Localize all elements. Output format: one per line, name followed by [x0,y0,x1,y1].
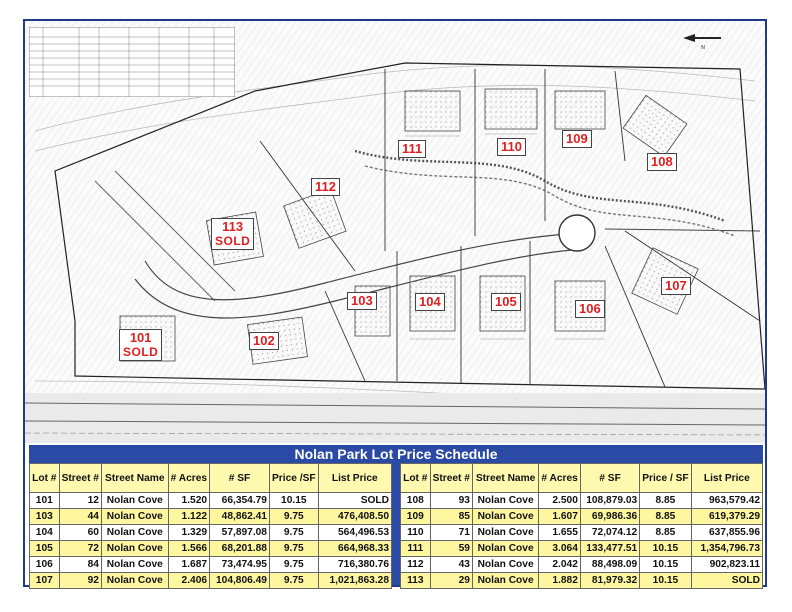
lot-label-112: 112 [311,178,340,196]
cell-lot: 103 [30,509,60,525]
lot-label-107: 107 [661,277,691,295]
header-acres: # Acres [539,464,581,493]
header-price-sf: Price /SF [269,464,318,493]
cell-lot: 106 [30,557,60,573]
header-street-name: Street Name [101,464,168,493]
cell-sf: 73,474.95 [210,557,270,573]
cell-sf: 133,477.51 [580,541,639,557]
schedule-table-right [400,463,763,589]
cell-lot: 105 [30,541,60,557]
lot-label-104: 104 [415,293,445,311]
cell-price-sf: 10.15 [640,573,691,589]
cell-sf: 81,979.32 [580,573,639,589]
header-acres: # Acres [168,464,209,493]
cell-lot: 110 [401,525,431,541]
cell-street-name: Nolan Cove [101,557,168,573]
cell-list-price: 637,855.96 [691,525,762,541]
cell-street-name: Nolan Cove [101,541,168,557]
cell-list-price: 963,579.42 [691,493,762,509]
cell-acres: 2.406 [168,573,209,589]
cell-list-price: SOLD [318,493,391,509]
cell-price-sf: 10.15 [640,557,691,573]
cell-acres: 1.882 [539,573,581,589]
cell-street-name: Nolan Cove [472,573,538,589]
cell-lot: 111 [401,541,431,557]
schedule-title: Nolan Park Lot Price Schedule [29,445,763,463]
cell-price-sf: 9.75 [269,557,318,573]
cell-list-price: 1,354,796.73 [691,541,762,557]
schedule-table-left [29,463,392,589]
cell-acres: 1.329 [168,525,209,541]
lot-label-105: 105 [491,293,521,311]
cell-list-price: 564,496.53 [318,525,391,541]
cell-street-number: 85 [430,509,472,525]
cell-street-number: 43 [430,557,472,573]
site-plan [25,21,765,443]
cell-lot: 112 [401,557,431,573]
cell-sf: 66,354.79 [210,493,270,509]
cell-street-number: 29 [430,573,472,589]
table-row [30,493,392,509]
cell-list-price: 1,021,863.28 [318,573,391,589]
cell-street-number: 92 [59,573,101,589]
cell-list-price: 716,380.76 [318,557,391,573]
lot-price-schedule [29,445,763,585]
lot-label-113: 113 SOLD [211,218,254,250]
cell-sf: 48,862.41 [210,509,270,525]
cell-street-name: Nolan Cove [101,525,168,541]
cell-sf: 69,986.36 [580,509,639,525]
cell-street-name: Nolan Cove [101,493,168,509]
table-row [30,525,392,541]
cell-price-sf: 9.75 [269,525,318,541]
table-row [401,525,763,541]
table-row [30,541,392,557]
table-row [401,493,763,509]
cell-lot: 104 [30,525,60,541]
table-divider [392,463,400,585]
cell-acres: 1.566 [168,541,209,557]
header-street-number: Street # [430,464,472,493]
cell-street-number: 71 [430,525,472,541]
table-row [401,509,763,525]
cell-acres: 3.064 [539,541,581,557]
cell-price-sf: 8.85 [640,509,691,525]
cell-street-number: 44 [59,509,101,525]
cell-lot: 108 [401,493,431,509]
cell-acres: 1.655 [539,525,581,541]
table-row [401,573,763,589]
cell-street-name: Nolan Cove [472,541,538,557]
cell-acres: 1.687 [168,557,209,573]
cell-street-name: Nolan Cove [472,525,538,541]
cell-street-number: 93 [430,493,472,509]
cell-list-price: 902,823.11 [691,557,762,573]
lot-label-102: 102 [249,332,279,350]
cell-list-price: 664,968.33 [318,541,391,557]
header-list-price: List Price [691,464,762,493]
cell-lot: 109 [401,509,431,525]
cell-street-number: 12 [59,493,101,509]
cell-street-name: Nolan Cove [101,573,168,589]
cell-sf: 104,806.49 [210,573,270,589]
cell-acres: 1.607 [539,509,581,525]
cell-price-sf: 9.75 [269,573,318,589]
schedule-tables [29,463,763,585]
table-header-row [30,464,392,493]
header-price-sf: Price / SF [640,464,691,493]
lot-label-111: 111 [398,140,426,158]
header-street-name: Street Name [472,464,538,493]
table-row [30,557,392,573]
cell-list-price: 476,408.50 [318,509,391,525]
cell-street-number: 84 [59,557,101,573]
lot-label-108: 108 [647,153,677,171]
cell-sf: 72,074.12 [580,525,639,541]
cell-price-sf: 9.75 [269,541,318,557]
cell-street-number: 59 [430,541,472,557]
table-row [401,541,763,557]
cell-street-name: Nolan Cove [472,509,538,525]
cell-sf: 88,498.09 [580,557,639,573]
cell-list-price: SOLD [691,573,762,589]
cell-street-number: 60 [59,525,101,541]
cell-acres: 1.520 [168,493,209,509]
cell-list-price: 619,379.29 [691,509,762,525]
cell-acres: 2.500 [539,493,581,509]
cell-lot: 107 [30,573,60,589]
north-arrow-icon [681,31,725,45]
table-row [401,557,763,573]
cell-price-sf: 10.15 [269,493,318,509]
cell-street-name: Nolan Cove [101,509,168,525]
lot-label-110: 110 [497,138,526,156]
north-arrow: N [681,31,725,51]
header-street-number: Street # [59,464,101,493]
cell-acres: 2.042 [539,557,581,573]
cell-street-name: Nolan Cove [472,493,538,509]
table-row [30,573,392,589]
cell-price-sf: 9.75 [269,509,318,525]
lot-label-109: 109 [562,130,592,148]
cell-price-sf: 8.85 [640,493,691,509]
cell-street-number: 72 [59,541,101,557]
cell-sf: 57,897.08 [210,525,270,541]
header-lot: Lot # [30,464,60,493]
cell-lot: 101 [30,493,60,509]
cell-sf: 108,879.03 [580,493,639,509]
cell-lot: 113 [401,573,431,589]
lot-label-103: 103 [347,292,377,310]
page-frame [23,19,767,587]
header-sf: # SF [210,464,270,493]
cell-price-sf: 8.85 [640,525,691,541]
table-header-row [401,464,763,493]
cell-price-sf: 10.15 [640,541,691,557]
header-sf: # SF [580,464,639,493]
header-lot: Lot # [401,464,431,493]
cell-acres: 1.122 [168,509,209,525]
cell-street-name: Nolan Cove [472,557,538,573]
lot-label-106: 106 [575,300,605,318]
lot-label-101: 101 SOLD [119,329,162,361]
cell-sf: 68,201.88 [210,541,270,557]
lot-info-mini-table [29,27,235,97]
table-row [30,509,392,525]
header-list-price: List Price [318,464,391,493]
